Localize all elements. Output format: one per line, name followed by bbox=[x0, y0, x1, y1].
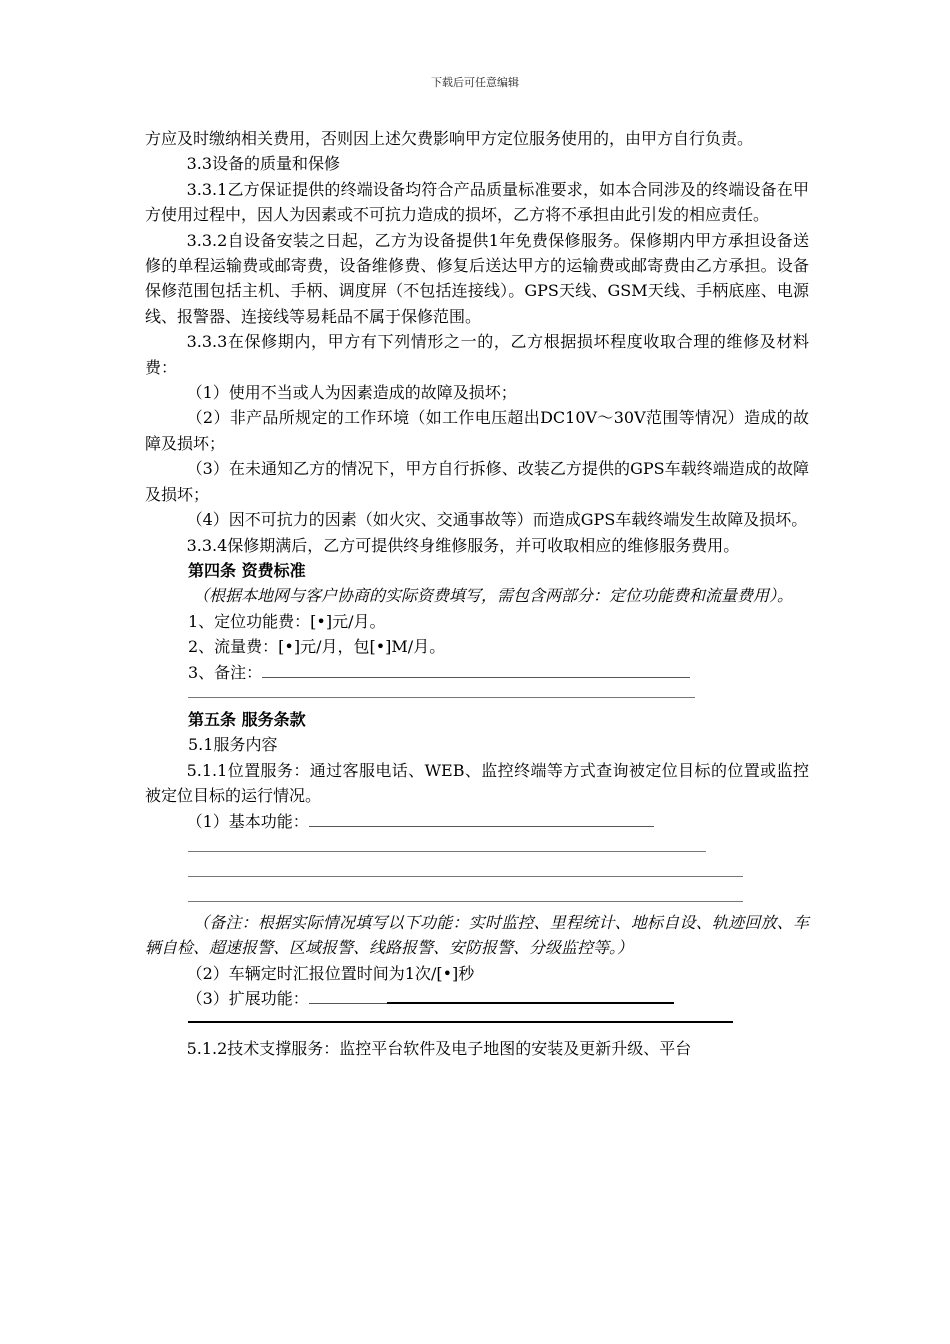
clause-3-3-3: 3.3.3在保修期内，甲方有下列情形之一的，乙方根据损坏程度收取合理的维修及材料费： bbox=[145, 332, 809, 377]
clause-3-3-1: 3.3.1乙方保证提供的终端设备均符合产品质量标准要求，如本合同涉及的终端设备在甲方使用过程中，因人为因素或不可抗力造成的损坏，乙方将不承担由此引发的相应责任。 bbox=[145, 179, 809, 225]
list-item-1: （1）使用不当或人为因素造成的故障及损坏； bbox=[186, 383, 517, 403]
extended-function-blank-line bbox=[188, 1021, 733, 1023]
document-body bbox=[145, 126, 809, 1061]
blank-line-a bbox=[188, 851, 706, 852]
page-header: 下载后可任意编辑 bbox=[431, 76, 519, 89]
clause-3-3-2: 3.3.2自设备安装之日起，乙方为设备提供1年免费保修服务。保修期内甲方承担设备送修的单程运输费或邮寄费，设备维修费、修复后送达甲方的运输费或邮寄费由乙方承担。设备保修范围包括主机、手柄、调度屏（不包括连接线）。GPS天线、GSM天线、手柄底座、电源线、报警器、连接线等易耗品不属于保修范围。 bbox=[145, 230, 809, 326]
section-3-3-heading: 3.3设备的质量和保修 bbox=[186, 154, 341, 174]
remark-blank-line-2 bbox=[188, 697, 695, 698]
list-item-2: （2）非产品所规定的工作环境（如工作电压超出DC10V～30V范围等情况）造成的故障及损坏； bbox=[145, 408, 809, 453]
extended-function-item bbox=[145, 986, 809, 1011]
list-item-4: （4）因不可抗力的因素（如火灾、交通事故等）而造成GPS车载终端发生故障及损坏。 bbox=[186, 510, 808, 530]
extended-function-label: （3）扩展功能： bbox=[186, 989, 309, 1009]
blank-line-b bbox=[188, 876, 743, 877]
basic-function-item bbox=[145, 809, 809, 834]
fee-item-3 bbox=[145, 660, 809, 685]
clause-5-1-2: 5.1.2技术支撑服务：监控平台软件及电子地图的安装及更新升级、平台 bbox=[186, 1038, 692, 1058]
article-5-note: （备注：根据实际情况填写以下功能：实时监控、里程统计、地标自设、轨迹回放、车辆自检、超速报警、区域报警、线路报警、安防报警、分级监控等。） bbox=[145, 912, 809, 958]
article-4-heading: 第四条 资费标准 bbox=[188, 560, 306, 580]
section-5-1-heading: 5.1服务内容 bbox=[188, 735, 278, 755]
extended-function-blank-thick bbox=[387, 988, 674, 1004]
clause-5-1-1: 5.1.1位置服务：通过客服电话、WEB、监控终端等方式查询被定位目标的位置或监控被定位目标的运行情况。 bbox=[145, 760, 809, 806]
article-4-note: （根据本地网与客户协商的实际资费填写，需包含两部分：定位功能费和流量费用）。 bbox=[193, 586, 794, 606]
fee-item-2: 2、流量费：[•]元/月，包[•]M/月。 bbox=[188, 637, 446, 657]
remark-blank-row bbox=[145, 685, 809, 707]
remark-blank-line bbox=[262, 663, 690, 678]
report-interval-item: （2）车辆定时汇报位置时间为1次/[•]秒 bbox=[186, 963, 475, 983]
basic-function-label: （1）基本功能： bbox=[186, 811, 309, 831]
clause-3-3-4: 3.3.4保修期满后，乙方可提供终身维修服务，并可收取相应的维修服务费用。 bbox=[186, 535, 740, 555]
extended-function-blank-row bbox=[145, 1012, 809, 1036]
fee-item-3-label: 3、备注： bbox=[188, 662, 263, 682]
basic-function-blank-rows bbox=[145, 834, 809, 910]
article-5-heading: 第五条 服务条款 bbox=[188, 709, 306, 729]
list-item-3: （3）在未通知乙方的情况下，甲方自行拆修、改装乙方提供的GPS车载终端造成的故障及损坏； bbox=[145, 459, 809, 504]
blank-line-c bbox=[188, 901, 743, 902]
extended-function-blank-thin bbox=[309, 989, 387, 1004]
basic-function-blank bbox=[309, 812, 654, 827]
fee-item-1: 1、定位功能费：[•]元/月。 bbox=[188, 611, 386, 631]
paragraph-fee-payment: 方应及时缴纳相关费用，否则因上述欠费影响甲方定位服务使用的，由甲方自行负责。 bbox=[145, 129, 754, 148]
